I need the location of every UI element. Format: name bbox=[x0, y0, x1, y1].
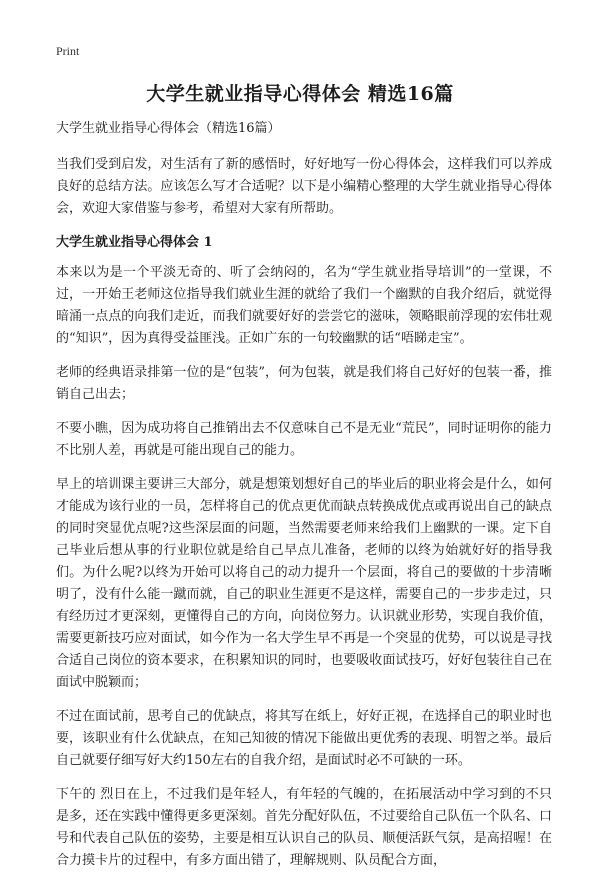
article-body bbox=[56, 118, 552, 884]
article-subtitle: 大学生就业指导心得体会（精选16篇） bbox=[56, 121, 281, 136]
body-paragraph: 不要小瞧，因为成功将自己推销出去不仅意味自己不是无业“荒民”，同时证明你的能力不比别人差，再就是可能出现自己的能力。 bbox=[56, 421, 552, 458]
intro-paragraph: 当我们受到启发，对生活有了新的感悟时，好好地写一份心得体会，这样我们可以养成良好的总结方法。应该怎么写才合适呢？以下是小编精心整理的大学生就业指导心得体会，欢迎大家借鉴与参考，希望对大家有所帮助。 bbox=[56, 157, 552, 216]
body-paragraph: 下午的 烈日在上，不过我们是年轻人，有年轻的气魄的，在拓展活动中学习到的不只是多，还在实践中懂得更多更深刻。首先分配好队伍，不过要给自己队伍一个队名、口号和代表自己队伍的姿势，主要是相互认识自己的队员、顺便活跃气氛，是高招喔！在合力摸卡片的过程中，有多方面出错了，理解规则、队员配合方面， bbox=[56, 787, 552, 868]
section-heading: 大学生就业指导心得体会 1 bbox=[56, 235, 213, 250]
page-title: 大学生就业指导心得体会 精选16篇 bbox=[146, 83, 454, 105]
body-paragraph: 早上的培训课主要讲三大部分，就是想策划想好自己的毕业后的职业将会是什么，如何才能成为该行业的一员，怎样将自己的优点更优而缺点转换成优点或再说出自己的缺点的同时突显优点呢?这些深层面的问题，当然需要老师来给我们上幽默的一课。定下自己毕业后想从事的行业职位就是给自己早点儿准备，老师的以终为始就好好的指导我们。为什么呢?以终为开始可以将自己的动力提升一个层面，将自己的要做的十步清晰明了，没有什么能一蹴而就，自己的职业生涯更不是这样，需要自己的一步步走过，只有经历过才更深刻，更懂得自己的方向，向岗位努力。认识就业形势，实现自我价值，需要更新技巧应对面试，如今作为一名大学生早不再是一个突显的优势，可以说是寻找合适自己岗位的资本要求，在积累知识的同时，也要吸收面试技巧，好好包装往自己在面试中脱颖而； bbox=[56, 477, 552, 690]
body-paragraph: 不过在面试前，思考自己的优缺点，将其写在纸上，好好正视，在选择自己的职业时也要，该职业有什么优缺点，在知己知彼的情况下能做出更优秀的表现、明智之举。最后自己就要仔细写好大约150左右的自我介绍，是面试时必不可缺的一环。 bbox=[56, 709, 552, 768]
body-paragraph: 老师的经典语录排第一位的是“包装”，何为包装，就是我们将自己好好的包装一番，推销自己出去； bbox=[56, 365, 552, 402]
body-paragraph: 本来以为是一个平淡无奇的、听了会纳闷的，名为“学生就业指导培训”的一堂课，不过，一开始王老师这位指导我们就业生涯的就给了我们一个幽默的自我介绍后，就觉得暗涌一点点的向我们走近，而我们就要好好的尝尝它的滋味，领略眼前浮现的宏伟壮观的“知识”，因为真得受益匪浅。正如广东的一句较幽默的话“唔睇走宝”。 bbox=[56, 265, 552, 346]
print-link[interactable]: Print bbox=[56, 44, 80, 58]
